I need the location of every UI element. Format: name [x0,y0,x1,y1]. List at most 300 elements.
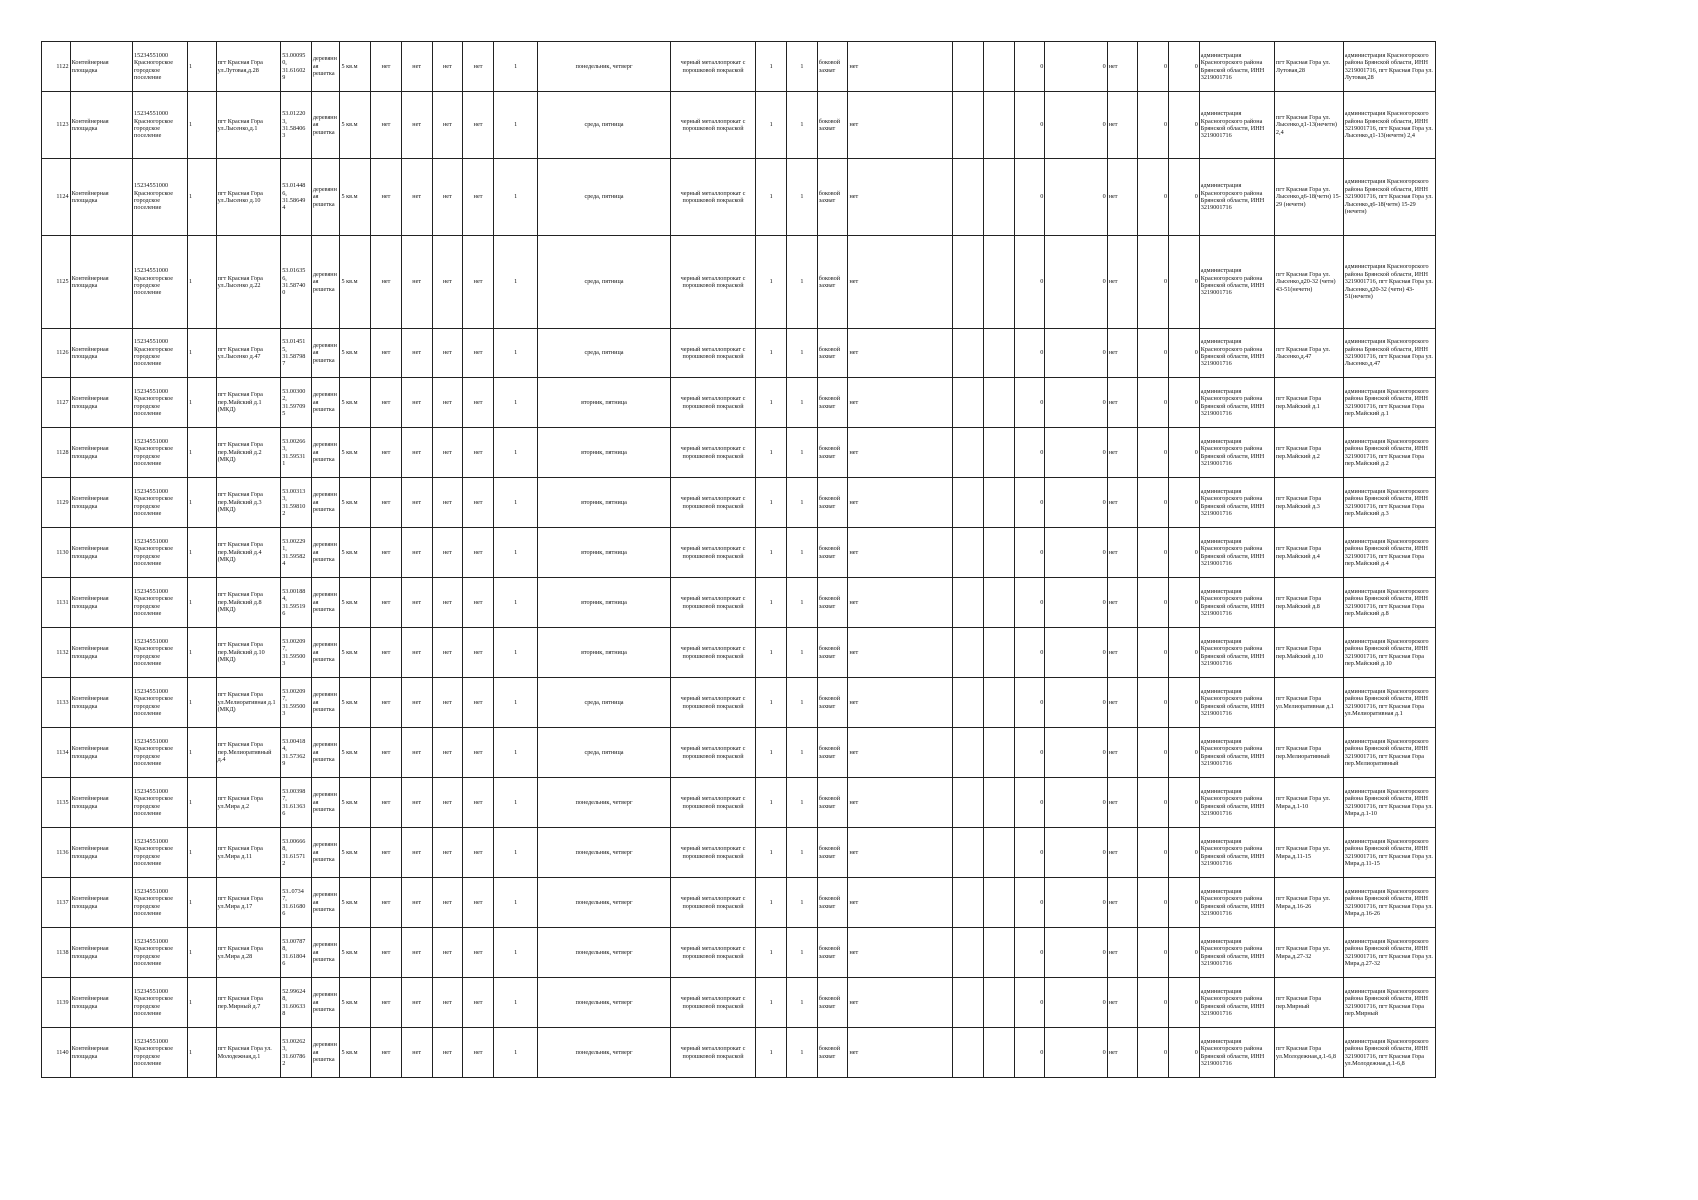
flag-one: 1 [188,1028,217,1078]
value-no: нет [371,236,402,329]
value-no: нет [432,628,463,678]
value-no: нет [848,528,953,578]
pickup-days: понедельник, четверг [538,828,670,878]
flag-one: 1 [188,778,217,828]
value-no: нет [1107,528,1138,578]
site-type: Контейнерная площадка [70,678,132,728]
note: администрация Красногорского района Брянской области, ИНН 3219001716, пгт Красная Гора пер.Мелиоративный [1343,728,1435,778]
value-zero: 0 [1169,478,1200,528]
container-count: 1 [493,528,537,578]
value-no: нет [432,428,463,478]
area: 5 кв.м [340,1028,371,1078]
address: пгт Красная Гора ул. Молодежная,д.1 [216,1028,281,1078]
loading-type: боковой захват [817,978,848,1028]
quantity: 1 [787,378,818,428]
value-zero: 0 [1014,528,1045,578]
row-number: 1138 [42,928,71,978]
value-zero: 0 [1045,236,1107,329]
owner: администрация Красногорского района Брянской области, ИНН 3219001716 [1199,528,1274,578]
container-material: черный металлопрокат с порошковой покраской [670,578,756,628]
quantity: 1 [756,42,787,92]
coordinates: 53.00787 8, 31.61804 6 [281,928,312,978]
row-number: 1132 [42,628,71,678]
pickup-days: понедельник, четверг [538,928,670,978]
quantity: 1 [756,928,787,978]
address: пгт Красная Гора ул.Мелиоративная д.1 (МКД) [216,678,281,728]
value-no: нет [371,678,402,728]
surface-type: деревянная решетка [311,378,340,428]
empty-cell [953,578,984,628]
site-type: Контейнерная площадка [70,378,132,428]
flag-one: 1 [188,42,217,92]
value-no: нет [1107,678,1138,728]
address: пгт Красная Гора ул.Лысенко,д.1 [216,92,281,159]
quantity: 1 [787,578,818,628]
row-number: 1140 [42,1028,71,1078]
row-number: 1136 [42,828,71,878]
container-count: 1 [493,628,537,678]
value-no: нет [848,428,953,478]
quantity: 1 [756,528,787,578]
address: пгт Красная Гора ул.Лысенко д.47 [216,329,281,378]
value-no: нет [1107,928,1138,978]
pickup-days: понедельник, четверг [538,42,670,92]
value-zero: 0 [1045,678,1107,728]
value-no: нет [371,378,402,428]
owner: администрация Красногорского района Брянской области, ИНН 3219001716 [1199,578,1274,628]
owner: администрация Красногорского района Брянской области, ИНН 3219001716 [1199,92,1274,159]
pickup-days: понедельник, четверг [538,1028,670,1078]
value-no: нет [401,928,432,978]
container-count: 1 [493,728,537,778]
empty-cell [983,628,1014,678]
owner: администрация Красногорского района Брянской области, ИНН 3219001716 [1199,778,1274,828]
quantity: 1 [787,778,818,828]
value-zero: 0 [1045,92,1107,159]
value-no: нет [463,928,494,978]
pickup-days: среда, пятница [538,236,670,329]
surface-type: деревянная решетка [311,92,340,159]
value-zero: 0 [1169,528,1200,578]
empty-cell [953,678,984,728]
empty-cell [983,236,1014,329]
coordinates: 53.00300 2, 31.59709 5 [281,378,312,428]
quantity: 1 [756,236,787,329]
value-zero: 0 [1045,828,1107,878]
value-no: нет [1107,92,1138,159]
value-zero: 0 [1138,828,1169,878]
value-zero: 0 [1169,978,1200,1028]
waste-source: пгт Красная Гора пер.Майский д.3 [1274,478,1343,528]
value-zero: 0 [1138,478,1169,528]
row-number: 1130 [42,528,71,578]
loading-type: боковой захват [817,1028,848,1078]
pickup-days: понедельник, четверг [538,778,670,828]
value-zero: 0 [1138,628,1169,678]
waste-source: пгт Красная Гора ул.Мелиоративная д.1 [1274,678,1343,728]
waste-source: пгт Красная Гора пер.Майский д.10 [1274,628,1343,678]
empty-cell [953,378,984,428]
value-zero: 0 [1138,42,1169,92]
address: пгт Красная Гора пер.Майский д.1 (МКД) [216,378,281,428]
table-row [42,828,1436,878]
quantity: 1 [756,378,787,428]
coordinates: 53.00209 7, 31.59500 3 [281,628,312,678]
site-type: Контейнерная площадка [70,42,132,92]
container-material: черный металлопрокат с порошковой покраской [670,528,756,578]
value-no: нет [848,1028,953,1078]
loading-type: боковой захват [817,528,848,578]
surface-type: деревянная решетка [311,42,340,92]
address: пгт Красная Гора ул.Мира д.2 [216,778,281,828]
note: администрация Красногорского района Брянской области, ИНН 3219001716, пгт Красная Гора ул. Мира,д.11-15 [1343,828,1435,878]
empty-cell [983,828,1014,878]
quantity: 1 [756,329,787,378]
quantity: 1 [787,978,818,1028]
coordinates: 53.00262 3, 31.60786 2 [281,1028,312,1078]
value-no: нет [371,928,402,978]
row-number: 1137 [42,878,71,928]
container-count: 1 [493,928,537,978]
coordinates: 53.00188 4, 31.59519 6 [281,578,312,628]
value-no: нет [1107,628,1138,678]
quantity: 1 [787,678,818,728]
flag-one: 1 [188,428,217,478]
value-no: нет [1107,978,1138,1028]
value-no: нет [1107,878,1138,928]
value-no: нет [371,578,402,628]
value-no: нет [463,236,494,329]
owner: администрация Красногорского района Брянской области, ИНН 3219001716 [1199,42,1274,92]
area: 5 кв.м [340,928,371,978]
empty-cell [983,928,1014,978]
value-no: нет [432,778,463,828]
flag-one: 1 [188,828,217,878]
flag-one: 1 [188,928,217,978]
pickup-days: среда, пятница [538,728,670,778]
site-type: Контейнерная площадка [70,428,132,478]
flag-one: 1 [188,478,217,528]
loading-type: боковой захват [817,42,848,92]
value-no: нет [432,578,463,628]
site-type: Контейнерная площадка [70,828,132,878]
waste-source: пгт Красная Гора ул. Лысенко,д20-32 (четн) 43-51(нечетн) [1274,236,1343,329]
note: администрация Красногорского района Брянской области, ИНН 3219001716, пгт Красная Гора ул. Мира,д.1-10 [1343,778,1435,828]
value-no: нет [463,1028,494,1078]
value-no: нет [401,578,432,628]
value-no: нет [463,478,494,528]
site-type: Контейнерная площадка [70,728,132,778]
container-material: черный металлопрокат с порошковой покраской [670,678,756,728]
waste-source: пгт Красная Гора ул. Мира,д.1-10 [1274,778,1343,828]
flag-one: 1 [188,978,217,1028]
area: 5 кв.м [340,878,371,928]
empty-cell [983,978,1014,1028]
empty-cell [953,329,984,378]
value-zero: 0 [1014,159,1045,236]
value-no: нет [401,828,432,878]
surface-type: деревянная решетка [311,159,340,236]
surface-type: деревянная решетка [311,236,340,329]
value-no: нет [401,329,432,378]
table-row [42,578,1436,628]
note: администрация Красногорского района Брянской области, ИНН 3219001716, пгт Красная Гора пер.Майский д.2 [1343,428,1435,478]
value-zero: 0 [1045,728,1107,778]
value-no: нет [848,628,953,678]
container-material: черный металлопрокат с порошковой покраской [670,928,756,978]
value-no: нет [1107,728,1138,778]
value-zero: 0 [1045,878,1107,928]
surface-type: деревянная решетка [311,978,340,1028]
address: пгт Красная Гора пер.Майский д.10 (МКД) [216,628,281,678]
quantity: 1 [787,628,818,678]
quantity: 1 [787,1028,818,1078]
value-no: нет [463,828,494,878]
value-no: нет [432,478,463,528]
value-zero: 0 [1138,378,1169,428]
oktmo-code: 15234551000 Красногорское городское поселение [133,978,188,1028]
value-no: нет [463,329,494,378]
coordinates: 53..0734 7, 31.61680 6 [281,878,312,928]
value-no: нет [1107,1028,1138,1078]
value-zero: 0 [1138,528,1169,578]
pickup-days: среда, пятница [538,329,670,378]
oktmo-code: 15234551000 Красногорское городское поселение [133,578,188,628]
value-no: нет [401,428,432,478]
loading-type: боковой захват [817,378,848,428]
table-body [42,42,1436,1078]
container-count: 1 [493,1028,537,1078]
surface-type: деревянная решетка [311,329,340,378]
owner: администрация Красногорского района Брянской области, ИНН 3219001716 [1199,159,1274,236]
value-zero: 0 [1045,159,1107,236]
table-row [42,728,1436,778]
value-no: нет [1107,378,1138,428]
value-zero: 0 [1169,329,1200,378]
waste-source: пгт Красная Гора ул. Лутовая,28 [1274,42,1343,92]
value-zero: 0 [1014,728,1045,778]
waste-source: пгт Красная Гора пер.Майский д.1 [1274,378,1343,428]
quantity: 1 [756,628,787,678]
waste-source: пгт Красная Гора ул. Лысенко,д1-13(нечетн) 2,4 [1274,92,1343,159]
value-zero: 0 [1014,42,1045,92]
loading-type: боковой захват [817,778,848,828]
value-no: нет [401,236,432,329]
empty-cell [983,159,1014,236]
container-count: 1 [493,329,537,378]
value-no: нет [401,378,432,428]
oktmo-code: 15234551000 Красногорское городское поселение [133,378,188,428]
oktmo-code: 15234551000 Красногорское городское поселение [133,528,188,578]
table-row [42,378,1436,428]
value-no: нет [848,42,953,92]
waste-source: пгт Красная Гора ул.Молодежная,д.1-6,8 [1274,1028,1343,1078]
value-no: нет [848,236,953,329]
area: 5 кв.м [340,728,371,778]
note: администрация Красногорского района Брянской области, ИНН 3219001716, пгт Красная Гора ул. Мира,д.16-26 [1343,878,1435,928]
coordinates: 53.01635 6, 31.58740 0 [281,236,312,329]
oktmo-code: 15234551000 Красногорское городское поселение [133,678,188,728]
value-no: нет [401,159,432,236]
surface-type: деревянная решетка [311,778,340,828]
loading-type: боковой захват [817,828,848,878]
value-no: нет [1107,778,1138,828]
site-type: Контейнерная площадка [70,778,132,828]
address: пгт Красная Гора ул.Лутовая,д.28 [216,42,281,92]
row-number: 1128 [42,428,71,478]
flag-one: 1 [188,329,217,378]
table-row [42,428,1436,478]
value-no: нет [848,728,953,778]
pickup-days: понедельник, четверг [538,978,670,1028]
value-zero: 0 [1138,329,1169,378]
value-no: нет [432,978,463,1028]
value-no: нет [848,378,953,428]
value-zero: 0 [1045,778,1107,828]
value-zero: 0 [1138,878,1169,928]
value-zero: 0 [1045,578,1107,628]
owner: администрация Красногорского района Брянской области, ИНН 3219001716 [1199,678,1274,728]
note: администрация Красногорского района Брянской области, ИНН 3219001716, пгт Красная Гора пер.Майский д.10 [1343,628,1435,678]
value-no: нет [1107,329,1138,378]
address: пгт Красная Гора ул.Мира д.28 [216,928,281,978]
waste-source: пгт Красная Гора ул. Мира,д.16-26 [1274,878,1343,928]
value-no: нет [371,528,402,578]
empty-cell [953,92,984,159]
coordinates: 53.01448 6, 31.58649 4 [281,159,312,236]
value-no: нет [432,92,463,159]
coordinates: 53.00313 3, 31.59810 2 [281,478,312,528]
value-no: нет [371,159,402,236]
value-no: нет [371,878,402,928]
value-no: нет [463,378,494,428]
area: 5 кв.м [340,378,371,428]
value-zero: 0 [1014,92,1045,159]
container-material: черный металлопрокат с порошковой покраской [670,628,756,678]
pickup-days: вторник, пятница [538,478,670,528]
surface-type: деревянная решетка [311,928,340,978]
quantity: 1 [756,678,787,728]
quantity: 1 [787,329,818,378]
value-zero: 0 [1169,1028,1200,1078]
oktmo-code: 15234551000 Красногорское городское поселение [133,778,188,828]
container-count: 1 [493,578,537,628]
value-no: нет [432,329,463,378]
quantity: 1 [756,728,787,778]
coordinates: 53.00229 1, 31.59582 4 [281,528,312,578]
value-no: нет [432,236,463,329]
value-no: нет [463,628,494,678]
container-material: черный металлопрокат с порошковой покраской [670,478,756,528]
quantity: 1 [787,236,818,329]
site-type: Контейнерная площадка [70,628,132,678]
value-zero: 0 [1138,236,1169,329]
oktmo-code: 15234551000 Красногорское городское поселение [133,828,188,878]
value-no: нет [848,578,953,628]
empty-cell [983,878,1014,928]
empty-cell [983,478,1014,528]
empty-cell [983,42,1014,92]
quantity: 1 [756,1028,787,1078]
table-row [42,628,1436,678]
value-zero: 0 [1014,778,1045,828]
flag-one: 1 [188,678,217,728]
value-no: нет [432,728,463,778]
table-row [42,778,1436,828]
surface-type: деревянная решетка [311,528,340,578]
loading-type: боковой захват [817,728,848,778]
value-zero: 0 [1014,978,1045,1028]
loading-type: боковой захват [817,628,848,678]
table-row [42,159,1436,236]
value-no: нет [432,42,463,92]
coordinates: 53.00209 7, 31.59500 3 [281,678,312,728]
quantity: 1 [756,878,787,928]
address: пгт Красная Гора ул.Лысенко д.10 [216,159,281,236]
value-zero: 0 [1169,728,1200,778]
value-no: нет [371,628,402,678]
quantity: 1 [787,42,818,92]
value-no: нет [463,978,494,1028]
value-no: нет [463,778,494,828]
empty-cell [953,1028,984,1078]
oktmo-code: 15234551000 Красногорское городское поселение [133,329,188,378]
value-no: нет [1107,478,1138,528]
value-no: нет [463,428,494,478]
surface-type: деревянная решетка [311,478,340,528]
table-row [42,928,1436,978]
waste-source: пгт Красная Гора ул. Мира,д.27-32 [1274,928,1343,978]
empty-cell [953,828,984,878]
value-no: нет [848,978,953,1028]
empty-cell [983,329,1014,378]
site-type: Контейнерная площадка [70,92,132,159]
empty-cell [983,1028,1014,1078]
value-zero: 0 [1138,1028,1169,1078]
surface-type: деревянная решетка [311,1028,340,1078]
empty-cell [953,428,984,478]
quantity: 1 [787,528,818,578]
value-zero: 0 [1169,828,1200,878]
waste-source: пгт Красная Гора ул. Лысенко,д6-18(четн) 15-29 (нечетн) [1274,159,1343,236]
empty-cell [953,628,984,678]
owner: администрация Красногорского района Брянской области, ИНН 3219001716 [1199,428,1274,478]
site-type: Контейнерная площадка [70,1028,132,1078]
quantity: 1 [756,159,787,236]
container-count: 1 [493,778,537,828]
pickup-days: вторник, пятница [538,528,670,578]
site-type: Контейнерная площадка [70,478,132,528]
site-type: Контейнерная площадка [70,878,132,928]
value-no: нет [371,1028,402,1078]
container-material: черный металлопрокат с порошковой покраской [670,978,756,1028]
value-no: нет [463,528,494,578]
address: пгт Красная Гора пер.Мирный д.7 [216,978,281,1028]
value-no: нет [1107,42,1138,92]
table-row [42,478,1436,528]
waste-source: пгт Красная Гора ул. Мира,д.11-15 [1274,828,1343,878]
value-zero: 0 [1014,428,1045,478]
table-row [42,978,1436,1028]
table-row [42,236,1436,329]
row-number: 1133 [42,678,71,728]
area: 5 кв.м [340,159,371,236]
oktmo-code: 15234551000 Красногорское городское поселение [133,428,188,478]
value-zero: 0 [1014,628,1045,678]
value-no: нет [463,678,494,728]
owner: администрация Красногорского района Брянской области, ИНН 3219001716 [1199,878,1274,928]
area: 5 кв.м [340,778,371,828]
